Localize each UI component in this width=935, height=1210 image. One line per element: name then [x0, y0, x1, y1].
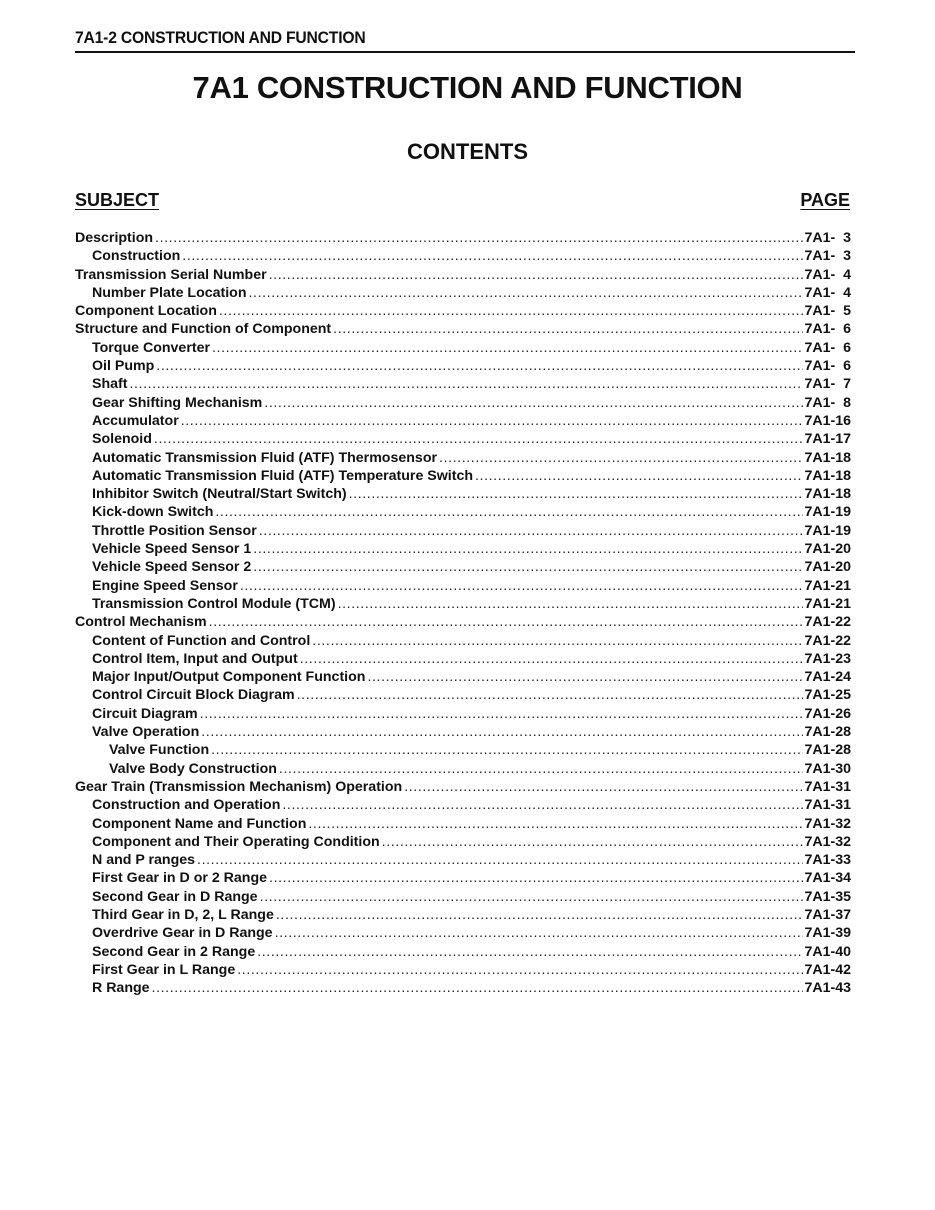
- toc-entry[interactable]: [75, 686, 851, 704]
- toc-entry-label: Inhibitor Switch (Neutral/Start Switch): [92, 486, 347, 503]
- dot-leader: [276, 906, 804, 924]
- toc-entry[interactable]: [75, 650, 851, 668]
- dot-leader: [257, 943, 803, 961]
- toc-entry-page: 7A1-20: [804, 559, 851, 576]
- dot-leader: [152, 979, 804, 997]
- toc-entry-page: 7A1-37: [804, 906, 851, 923]
- toc-entry-page: 7A1-40: [804, 943, 851, 960]
- toc-entry[interactable]: [75, 540, 851, 558]
- toc-entry-label: Description: [75, 230, 154, 246]
- toc-entry[interactable]: [75, 394, 851, 412]
- toc-entry-page: 7A1-19: [804, 522, 851, 539]
- dot-leader: [367, 668, 803, 686]
- toc-entry-page: 7A1-17: [804, 431, 851, 448]
- toc-entry-label: Component and Their Operating Condition: [92, 833, 380, 850]
- subject-column-header: SUBJECT: [75, 190, 160, 210]
- toc-entry-page: 7A1-22: [804, 614, 851, 631]
- dot-leader: [209, 613, 804, 631]
- dot-leader: [279, 760, 804, 778]
- dot-leader: [200, 705, 804, 723]
- toc-entry-label: Gear Train (Transmission Mechanism) Operation: [75, 778, 403, 795]
- toc-entry[interactable]: [75, 833, 851, 851]
- toc-entry-label: Oil Pump: [92, 358, 155, 375]
- toc-entry[interactable]: [75, 320, 851, 338]
- toc-entry-label: First Gear in L Range: [92, 961, 236, 978]
- toc-entry-page: 7A1-32: [804, 833, 851, 850]
- toc-entry-page: 7A1-16: [804, 412, 851, 429]
- toc-entry[interactable]: [75, 467, 851, 485]
- dot-leader: [197, 851, 803, 869]
- toc-entry[interactable]: [75, 723, 851, 741]
- toc-entry-label: Accumulator: [92, 412, 179, 429]
- dot-leader: [260, 888, 804, 906]
- running-header: 7A1-2 CONSTRUCTION AND FUNCTION: [75, 29, 366, 47]
- toc-entry-page: 7A1- 6: [804, 358, 851, 375]
- dot-leader: [181, 412, 804, 430]
- toc-entry-page: 7A1-23: [804, 650, 851, 667]
- toc-entry-page: 7A1- 4: [804, 284, 851, 301]
- toc-entry-label: Major Input/Output Component Function: [92, 669, 366, 686]
- toc-entry[interactable]: [75, 430, 851, 448]
- toc-entry[interactable]: [75, 485, 851, 503]
- dot-leader: [264, 394, 803, 412]
- toc-entry[interactable]: [75, 924, 851, 942]
- toc-entry[interactable]: [75, 888, 851, 906]
- dot-leader: [182, 247, 803, 265]
- toc-entry-label: Component Location: [75, 303, 217, 320]
- toc-entry-page: 7A1- 7: [804, 376, 851, 393]
- toc-entry-label: Component Name and Function: [92, 815, 307, 832]
- toc-entry-label: N and P ranges: [92, 852, 196, 869]
- toc-entry-label: Torque Converter: [92, 339, 210, 356]
- toc-entry-page: 7A1-21: [804, 595, 851, 612]
- toc-entry[interactable]: [75, 869, 851, 887]
- dot-leader: [154, 430, 804, 448]
- toc-entry-label: Number Plate Location: [92, 284, 247, 301]
- toc-entry[interactable]: [75, 632, 851, 650]
- dot-leader: [297, 686, 804, 704]
- toc-entry-page: 7A1- 3: [804, 230, 851, 246]
- dot-leader: [308, 815, 803, 833]
- toc-entry[interactable]: [75, 284, 851, 302]
- toc-entry-label: Control Mechanism: [75, 614, 207, 631]
- toc-entry[interactable]: [75, 979, 851, 997]
- toc-entry-label: Shaft: [92, 376, 128, 393]
- toc-entry-label: Overdrive Gear in D Range: [92, 925, 273, 942]
- dot-leader: [156, 357, 803, 375]
- toc-entry-label: Vehicle Speed Sensor 1: [92, 541, 252, 558]
- toc-entry[interactable]: [75, 613, 851, 631]
- dot-leader: [312, 632, 803, 650]
- toc-entry-page: 7A1-35: [804, 888, 851, 905]
- chapter-title: 7A1 CONSTRUCTION AND FUNCTION: [192, 70, 743, 105]
- toc-entry-page: 7A1-30: [804, 760, 851, 777]
- toc-entry[interactable]: [75, 741, 851, 759]
- toc-entry[interactable]: [75, 449, 851, 467]
- toc-entry-page: 7A1-28: [804, 724, 851, 741]
- page-column-header: PAGE: [800, 190, 850, 210]
- dot-leader: [282, 796, 803, 814]
- toc-entry[interactable]: [75, 339, 851, 357]
- toc-entry-label: Control Item, Input and Output: [92, 650, 298, 667]
- toc-entry-page: 7A1-21: [804, 577, 851, 594]
- dot-leader: [237, 961, 803, 979]
- toc-entry[interactable]: [75, 558, 851, 576]
- dot-leader: [253, 558, 803, 576]
- dot-leader: [275, 924, 804, 942]
- toc-entry-page: 7A1- 3: [804, 248, 851, 265]
- toc-entry-page: 7A1-24: [804, 669, 851, 686]
- toc-entry-label: Transmission Control Module (TCM): [92, 595, 336, 612]
- toc-entry[interactable]: [75, 302, 851, 320]
- toc-entry-label: Construction: [92, 248, 181, 265]
- toc-entry[interactable]: [75, 906, 851, 924]
- toc-entry-label: Second Gear in 2 Range: [92, 943, 256, 960]
- toc-entry[interactable]: [75, 815, 851, 833]
- toc-entry-label: Transmission Serial Number: [75, 266, 267, 283]
- toc-entry-page: 7A1-20: [804, 541, 851, 558]
- dot-leader: [219, 302, 804, 320]
- dot-leader: [240, 577, 804, 595]
- dot-leader: [129, 375, 803, 393]
- toc-entry[interactable]: [75, 796, 851, 814]
- toc-entry[interactable]: [75, 412, 851, 430]
- toc-entry[interactable]: [75, 247, 851, 265]
- toc-entry[interactable]: [75, 577, 851, 595]
- toc-entry-label: Automatic Transmission Fluid (ATF) Temperature Switch: [92, 467, 474, 484]
- toc-entry[interactable]: [75, 357, 851, 375]
- dot-leader: [382, 833, 804, 851]
- toc-entry[interactable]: [75, 851, 851, 869]
- toc-entry-label: Control Circuit Block Diagram: [92, 687, 295, 704]
- toc-entry-page: 7A1-18: [804, 486, 851, 503]
- toc-entry-label: Valve Body Construction: [109, 760, 277, 777]
- toc-entry-page: 7A1- 4: [804, 266, 851, 283]
- dot-leader: [404, 778, 803, 796]
- toc-entry-page: 7A1-25: [804, 687, 851, 704]
- toc-entry[interactable]: [75, 668, 851, 686]
- dot-leader: [259, 522, 804, 540]
- toc-entry[interactable]: [75, 961, 851, 979]
- toc-entry-page: 7A1-42: [804, 961, 851, 978]
- toc-entry-label: Structure and Function of Component: [75, 321, 332, 338]
- toc-entry-page: 7A1-26: [804, 705, 851, 722]
- toc-entry-page: 7A1- 5: [804, 303, 851, 320]
- toc-entry-label: Solenoid: [92, 431, 152, 448]
- toc-entry-label: Vehicle Speed Sensor 2: [92, 559, 252, 576]
- dot-leader: [212, 339, 803, 357]
- dot-leader: [333, 320, 803, 338]
- toc-entry[interactable]: [75, 375, 851, 393]
- toc-entry-page: 7A1-33: [804, 852, 851, 869]
- dot-leader: [439, 449, 803, 467]
- toc-entry-page: 7A1- 8: [804, 394, 851, 411]
- toc-entry-label: First Gear in D or 2 Range: [92, 870, 268, 887]
- dot-leader: [475, 467, 803, 485]
- dot-leader: [349, 485, 804, 503]
- toc-entry-label: Second Gear in D Range: [92, 888, 258, 905]
- toc-entry-page: 7A1- 6: [804, 321, 851, 338]
- toc-entry[interactable]: [75, 760, 851, 778]
- toc-entry-page: 7A1-31: [804, 778, 851, 795]
- toc-entry[interactable]: [75, 943, 851, 961]
- toc-entry-page: 7A1-19: [804, 504, 851, 521]
- toc-entry[interactable]: [75, 266, 851, 284]
- dot-leader: [300, 650, 804, 668]
- dot-leader: [211, 741, 803, 759]
- table-of-contents: [75, 229, 851, 997]
- toc-entry[interactable]: [75, 522, 851, 540]
- toc-entry-label: Content of Function and Control: [92, 632, 311, 649]
- toc-entry[interactable]: [75, 503, 851, 521]
- contents-title: CONTENTS: [407, 139, 528, 164]
- toc-entry-label: Valve Function: [109, 742, 210, 759]
- toc-entry-label: Gear Shifting Mechanism: [92, 394, 263, 411]
- dot-leader: [269, 869, 803, 887]
- toc-entry-label: Engine Speed Sensor: [92, 577, 238, 594]
- dot-leader: [155, 229, 803, 247]
- toc-entry-page: 7A1-39: [804, 925, 851, 942]
- dot-leader: [249, 284, 804, 302]
- toc-entry-label: Valve Operation: [92, 724, 200, 741]
- header-rule: [75, 51, 855, 53]
- dot-leader: [201, 723, 803, 741]
- toc-entry-page: 7A1-28: [804, 742, 851, 759]
- dot-leader: [269, 266, 804, 284]
- toc-entry[interactable]: [75, 229, 851, 247]
- toc-entry-label: Automatic Transmission Fluid (ATF) Thermosensor: [92, 449, 438, 466]
- toc-entry[interactable]: [75, 595, 851, 613]
- toc-entry[interactable]: [75, 705, 851, 723]
- toc-entry-page: 7A1-18: [804, 467, 851, 484]
- dot-leader: [338, 595, 804, 613]
- toc-entry-label: R Range: [92, 980, 150, 997]
- toc-entry-page: 7A1-31: [804, 797, 851, 814]
- toc-entry-page: 7A1-34: [804, 870, 851, 887]
- dot-leader: [253, 540, 803, 558]
- toc-entry-label: Construction and Operation: [92, 797, 281, 814]
- toc-entry-label: Kick-down Switch: [92, 504, 214, 521]
- toc-entry-label: Third Gear in D, 2, L Range: [92, 906, 274, 923]
- toc-entry-page: 7A1-22: [804, 632, 851, 649]
- toc-entry-page: 7A1-43: [804, 980, 851, 997]
- toc-entry[interactable]: [75, 778, 851, 796]
- toc-entry-page: 7A1- 6: [804, 339, 851, 356]
- dot-leader: [215, 503, 803, 521]
- toc-entry-label: Circuit Diagram: [92, 705, 198, 722]
- toc-entry-label: Throttle Position Sensor: [92, 522, 257, 539]
- toc-entry-page: 7A1-32: [804, 815, 851, 832]
- toc-entry-page: 7A1-18: [804, 449, 851, 466]
